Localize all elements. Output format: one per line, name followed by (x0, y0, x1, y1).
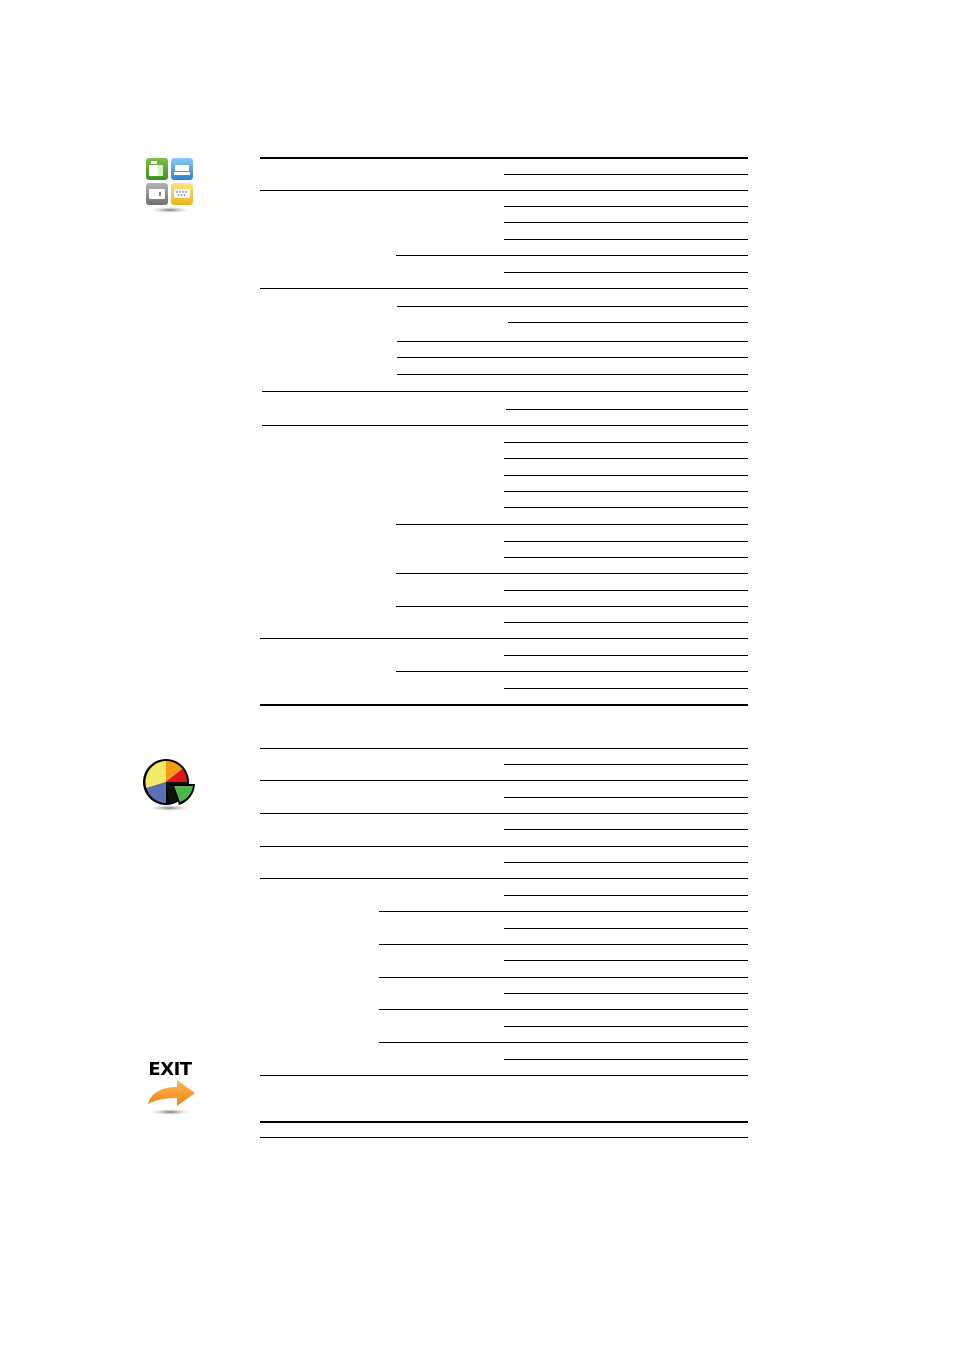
table-rule (260, 157, 748, 159)
table-rule (397, 306, 748, 307)
table-rule (260, 846, 748, 847)
table-rule (379, 1009, 748, 1010)
table-rule (397, 357, 748, 358)
table-rule (504, 1059, 748, 1060)
table-rule (504, 655, 748, 656)
pie-chart-icon (141, 755, 199, 813)
table-rule (504, 895, 748, 896)
advanced-settings-icon (143, 156, 197, 216)
table-rule (504, 557, 748, 558)
exit-icon-text: EXIT (148, 1059, 192, 1080)
table-rule (504, 590, 748, 591)
table-rule (508, 322, 748, 323)
table-rule (504, 174, 748, 175)
table-rule (504, 797, 748, 798)
table-rule (260, 878, 748, 879)
table-rule (397, 341, 748, 342)
table-rule (504, 541, 748, 542)
table-rule (396, 573, 748, 574)
table-rule (379, 911, 748, 912)
table-rule (504, 239, 748, 240)
table-rule (260, 1121, 748, 1123)
table-rule (396, 524, 748, 525)
table-rule (260, 1137, 748, 1138)
table-rule (397, 374, 748, 375)
table-rule (396, 606, 748, 607)
table-rule (504, 491, 748, 492)
table-rule (396, 255, 748, 256)
table-rule (504, 993, 748, 994)
table-rule (504, 862, 748, 863)
table-rule (260, 288, 748, 289)
table-rule (504, 206, 748, 207)
table-rule (260, 638, 748, 639)
table-rule (260, 704, 748, 706)
table-rule (262, 391, 748, 392)
table-rule (379, 977, 748, 978)
table-rule (260, 780, 748, 781)
table-rule (504, 475, 748, 476)
table-rule (379, 1042, 748, 1043)
table-rule (504, 442, 748, 443)
table-rule (504, 458, 748, 459)
table-rule (260, 748, 748, 749)
table-rule (260, 190, 748, 191)
table-rule (504, 764, 748, 765)
table-rule (504, 222, 748, 223)
table-rule (396, 671, 748, 672)
table-rule (504, 688, 748, 689)
table-rule (504, 507, 748, 508)
table-rule (504, 829, 748, 830)
table-rule (504, 272, 748, 273)
table-rule (504, 960, 748, 961)
table-rule (379, 944, 748, 945)
table-rule (262, 425, 748, 426)
table-rule (504, 928, 748, 929)
table-rule (504, 622, 748, 623)
table-rule (506, 409, 748, 410)
table-rule (260, 1075, 748, 1076)
table-rule (504, 1026, 748, 1027)
table-rule (260, 813, 748, 814)
